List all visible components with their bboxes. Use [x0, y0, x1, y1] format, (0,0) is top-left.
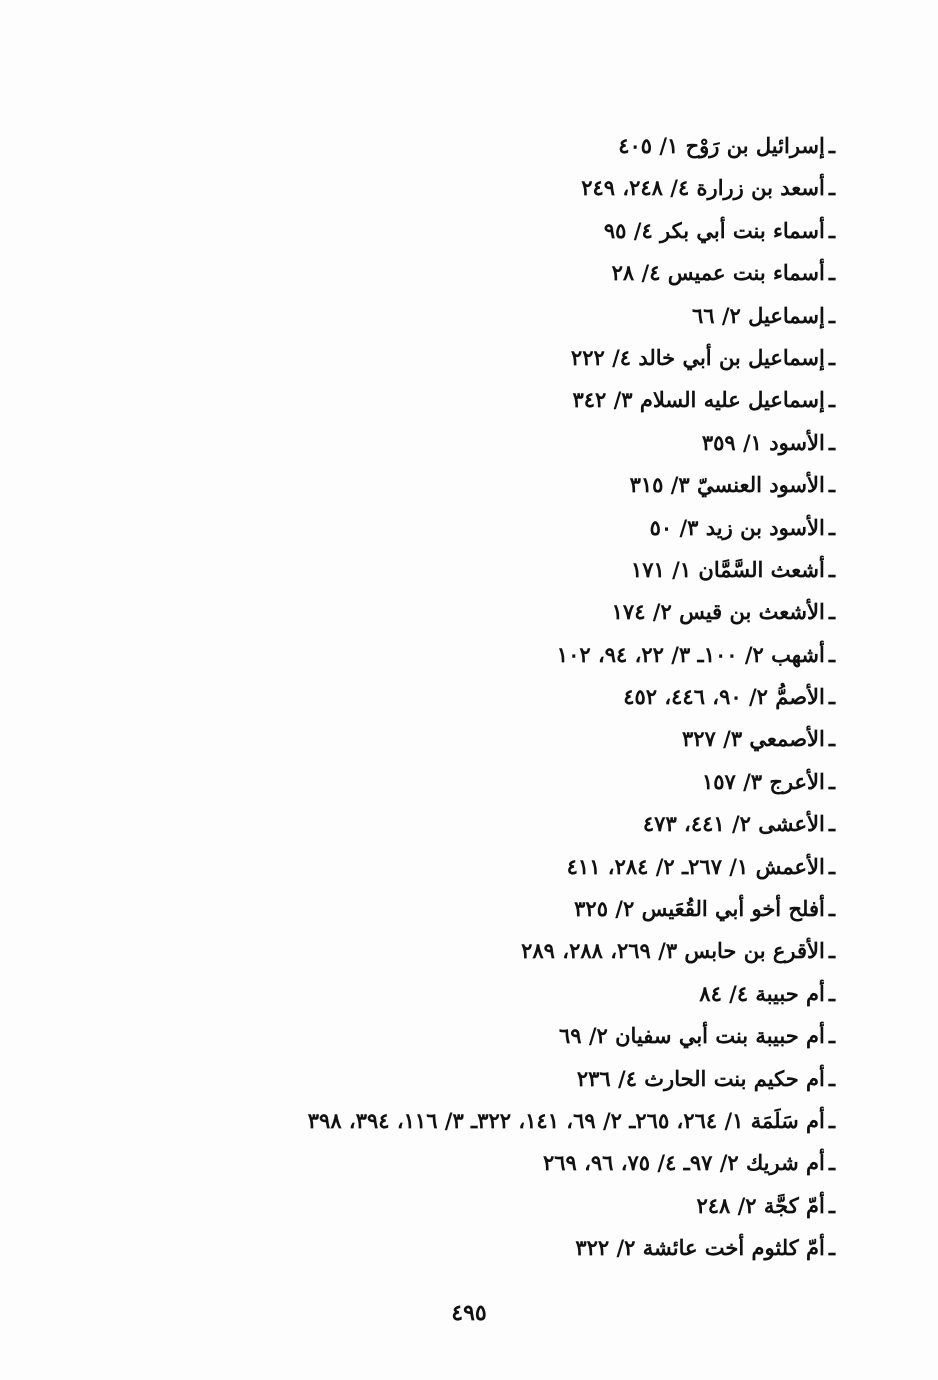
entry-text: أمّ كجَّة ٢/ ٢٤٨	[696, 1192, 825, 1218]
entry-text: الأسود ١/ ٣٥٩	[701, 429, 825, 455]
entry-dash: ـ	[828, 133, 835, 158]
entry-text: الأعمش ١/ ٢٦٧ـ ٢/ ٢٨٤، ٤١١	[566, 853, 825, 879]
index-entry	[115, 1227, 835, 1269]
entry-dash: ـ	[828, 768, 835, 794]
entry-dash: ـ	[828, 1150, 835, 1176]
entry-dash: ـ	[828, 1192, 835, 1218]
entry-dash: ـ	[828, 260, 835, 286]
index-entry	[115, 422, 835, 464]
index-entry	[115, 930, 835, 972]
entry-text: الأقرع بن حابس ٣/ ٢٦٩، ٢٨٨، ٢٨٩	[521, 938, 825, 964]
entry-dash: ـ	[828, 1065, 835, 1091]
index-entry	[115, 591, 835, 633]
index-entry	[115, 464, 835, 506]
entry-text: الأصمُّ ٢/ ٩٠، ٤٤٦، ٤٥٢	[623, 684, 825, 710]
index-entry	[115, 379, 835, 421]
entry-text: أم سَلَمَة ١/ ٢٦٤، ٢٦٥ـ ٢/ ٦٩، ١٤١، ٣٢٢ـ ٣/ ١١٦، ٣٩٤، ٣٩٨	[307, 1107, 825, 1133]
entry-dash: ـ	[828, 1235, 835, 1261]
entry-text: أسماء بنت عميس ٤/ ٢٨	[611, 260, 825, 286]
entry-text: أشهب ٢/ ١٠٠ـ ٣/ ٢٢، ٩٤، ١٠٢	[556, 641, 825, 667]
entry-text: أسماء بنت أبي بكر ٤/ ٩٥	[603, 217, 825, 243]
entry-text: أشعث السَّمَّان ١/ ١٧١	[631, 556, 825, 582]
entry-dash: ـ	[828, 853, 835, 879]
index-entry	[115, 718, 835, 760]
entry-dash: ـ	[828, 1023, 835, 1049]
index-entry	[115, 507, 835, 549]
entry-text: الأصمعي ٣/ ٣٢٧	[682, 726, 825, 752]
entry-text: أسعد بن زرارة ٤/ ٢٤٨، ٢٤٩	[581, 175, 825, 201]
entry-text: أم حبيبة ٤/ ٨٤	[699, 980, 825, 1006]
index-entry	[115, 337, 835, 379]
index-entry	[115, 1015, 835, 1057]
entry-dash: ـ	[828, 726, 835, 752]
entry-text: أم حبيبة بنت أبي سفيان ٢/ ٦٩	[559, 1023, 825, 1049]
entry-text: الأعشى ٢/ ٤٤١، ٤٧٣	[642, 811, 825, 837]
index-entry	[115, 676, 835, 718]
index-entry	[115, 295, 835, 337]
entry-text: أفلح أخو أبي القُعَيس ٢/ ٣٢٥	[574, 896, 825, 922]
entry-text: الأشعث بن قيس ٢/ ١٧٤	[611, 599, 825, 625]
index-entry	[115, 1185, 835, 1227]
entry-dash: ـ	[828, 217, 835, 243]
index-entry	[115, 210, 835, 252]
index-entry	[115, 761, 835, 803]
entry-dash: ـ	[828, 599, 835, 625]
index-entry	[115, 125, 835, 167]
entry-dash: ـ	[828, 387, 835, 413]
index-entry	[115, 803, 835, 845]
entry-text: الأسود العنسيّ ٣/ ٣١٥	[629, 472, 825, 498]
entry-dash: ـ	[828, 472, 835, 498]
entry-dash: ـ	[828, 641, 835, 667]
index-entry	[115, 1100, 835, 1142]
index-entry	[115, 634, 835, 676]
entry-dash: ـ	[828, 514, 835, 540]
index-entry	[115, 846, 835, 888]
entry-dash: ـ	[828, 980, 835, 1006]
name-index-list	[115, 125, 835, 1270]
index-entry	[115, 973, 835, 1015]
entry-dash: ـ	[828, 938, 835, 964]
entry-dash: ـ	[828, 302, 835, 328]
entry-text: أم شريك ٢/ ٩٧ـ ٤/ ٧٥، ٩٦، ٢٦٩	[542, 1150, 825, 1176]
entry-dash: ـ	[828, 1107, 835, 1133]
entry-dash: ـ	[828, 556, 835, 582]
index-entry	[115, 1058, 835, 1100]
index-entry	[115, 888, 835, 930]
entry-dash: ـ	[828, 811, 835, 837]
entry-text: إسماعيل ٢/ ٦٦	[691, 302, 825, 328]
entry-text: إسرائيل بن رَوْح ١/ ٤٠٥	[618, 133, 825, 158]
index-entry	[115, 252, 835, 294]
entry-text: إسماعيل عليه السلام ٣/ ٣٤٢	[572, 387, 825, 413]
entry-text: الأعرج ٣/ ١٥٧	[701, 768, 825, 794]
entry-dash: ـ	[828, 175, 835, 201]
entry-dash: ـ	[828, 429, 835, 455]
page-number: ٤٩٥	[451, 1300, 487, 1326]
entry-text: الأسود بن زيد ٣/ ٥٠	[649, 514, 825, 540]
index-entry	[115, 167, 835, 209]
entry-text: أمّ كلثوم أخت عائشة ٢/ ٣٢٢	[575, 1235, 825, 1261]
entry-text: إسماعيل بن أبي خالد ٤/ ٢٢٢	[570, 344, 825, 370]
entry-text: أم حكيم بنت الحارث ٤/ ٢٣٦	[576, 1065, 825, 1091]
index-entry	[115, 549, 835, 591]
index-entry	[115, 1142, 835, 1184]
entry-dash: ـ	[828, 344, 835, 370]
entry-dash: ـ	[828, 896, 835, 922]
entry-dash: ـ	[828, 684, 835, 710]
